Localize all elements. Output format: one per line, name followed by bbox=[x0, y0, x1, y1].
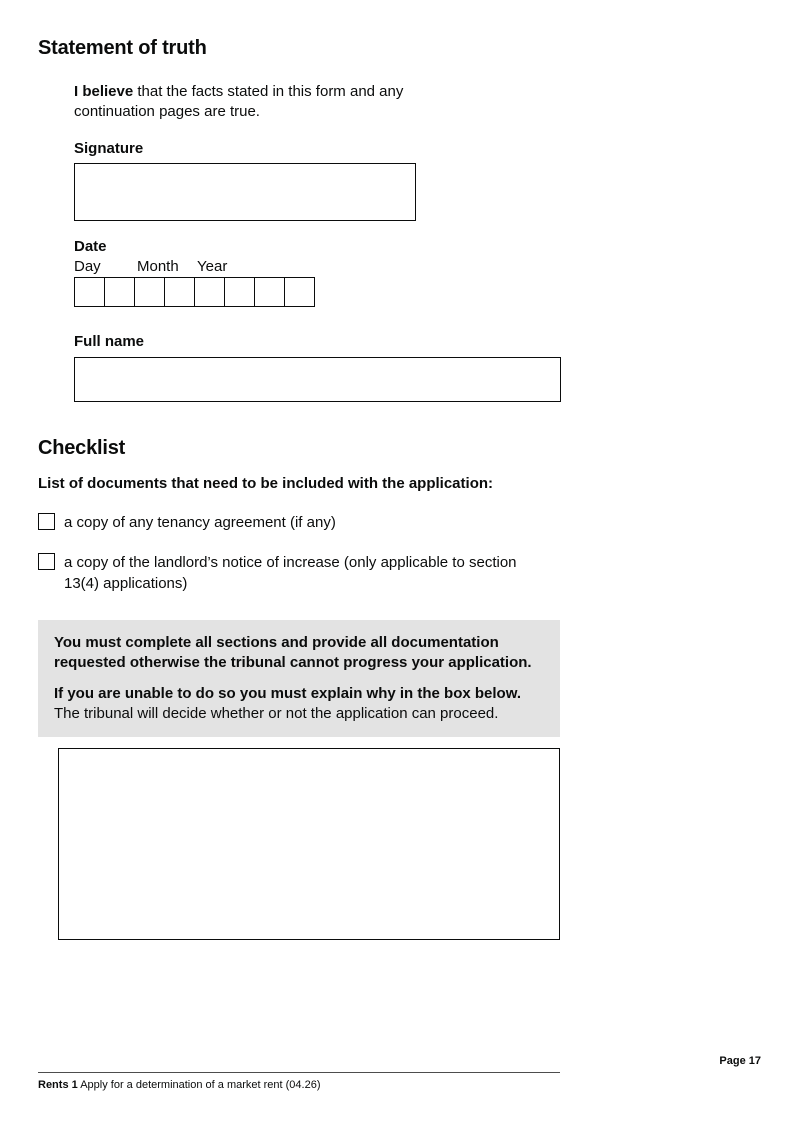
notice-paragraph-2 bbox=[54, 684, 545, 724]
footer-form-id: Rents 1 bbox=[38, 1079, 78, 1091]
date-cell-year-2[interactable] bbox=[224, 277, 255, 307]
checklist-item-label: a copy of any tenancy agreement (if any) bbox=[64, 514, 336, 531]
signature-input-box[interactable] bbox=[74, 163, 416, 221]
date-cell-year-4[interactable] bbox=[284, 277, 315, 307]
day-label: Day bbox=[74, 258, 101, 275]
full-name-input-box[interactable] bbox=[74, 357, 561, 402]
statement-intro-bold: I believe bbox=[74, 83, 134, 100]
date-cell-month-2[interactable] bbox=[164, 277, 195, 307]
footer-form-reference bbox=[38, 1078, 321, 1092]
date-cell-month-1[interactable] bbox=[134, 277, 165, 307]
page-number: Page 17 bbox=[719, 1055, 761, 1067]
date-cell-year-3[interactable] bbox=[254, 277, 285, 307]
tenancy-agreement-checkbox[interactable] bbox=[38, 513, 55, 530]
date-cell-year-1[interactable] bbox=[194, 277, 225, 307]
checklist-intro: List of documents that need to be included with the application: bbox=[38, 475, 494, 492]
checklist-item-label: a copy of the landlord’s notice of increase (only applicable to section 13(4) applications) bbox=[64, 554, 517, 592]
date-input-row bbox=[74, 277, 762, 307]
year-label: Year bbox=[197, 258, 228, 275]
full-name-label: Full name bbox=[74, 333, 145, 350]
signature-label: Signature bbox=[74, 140, 144, 157]
notice-box bbox=[38, 620, 560, 737]
checklist-heading: Checklist bbox=[38, 437, 126, 459]
notice-paragraph-2-rest: The tribunal will decide whether or not the application can proceed. bbox=[54, 705, 499, 722]
date-cell-day-2[interactable] bbox=[104, 277, 135, 307]
date-unit-labels bbox=[74, 258, 762, 276]
statement-intro bbox=[74, 82, 454, 122]
checklist-item-tenancy-agreement bbox=[38, 512, 762, 533]
notice-paragraph-2-bold: If you are unable to do so you must explain why in the box below. bbox=[54, 685, 521, 702]
date-label: Date bbox=[74, 238, 107, 255]
statement-intro-rest: that the facts stated in this form and any continuation pages are true. bbox=[74, 83, 404, 120]
checklist-item-notice-of-increase bbox=[38, 552, 762, 594]
footer-form-title: Apply for a determination of a market rent (04.26) bbox=[77, 1079, 321, 1091]
notice-paragraph-1 bbox=[54, 633, 545, 673]
statement-of-truth-heading: Statement of truth bbox=[38, 37, 207, 59]
date-cell-day-1[interactable] bbox=[74, 277, 105, 307]
explanation-input-box[interactable] bbox=[58, 748, 560, 940]
notice-of-increase-checkbox[interactable] bbox=[38, 553, 55, 570]
footer-divider bbox=[38, 1072, 560, 1073]
statement-section bbox=[74, 82, 762, 402]
month-label: Month bbox=[137, 258, 179, 275]
notice-paragraph-1-text: You must complete all sections and provide all documentation requested otherwise the tribunal cannot progress your application. bbox=[54, 634, 532, 671]
